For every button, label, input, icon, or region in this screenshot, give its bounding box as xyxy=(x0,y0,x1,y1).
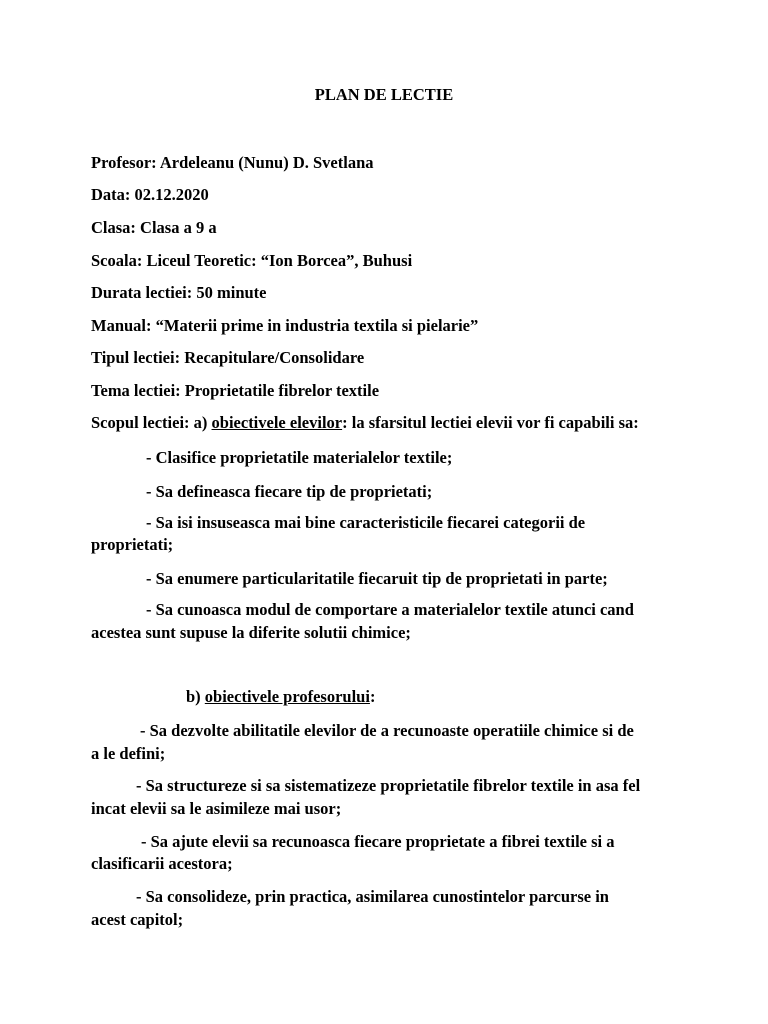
objective-b-item-cont: clasificarii acestora; xyxy=(91,854,233,873)
field-label: Data: xyxy=(91,185,131,204)
scope-b-line xyxy=(186,686,375,708)
field-label: Clasa: xyxy=(91,218,136,237)
field-label: Scoala: xyxy=(91,251,143,270)
field-value: Ardeleanu (Nunu) D. Svetlana xyxy=(159,153,374,172)
field-durata xyxy=(91,282,267,304)
objective-a-item-cont: acestea sunt supuse la diferite solutii chimice; xyxy=(91,623,411,642)
objective-a-item: - Clasifice proprietatile materialelor textile; xyxy=(146,448,453,467)
field-label: Profesor: xyxy=(91,153,157,172)
field-label: Durata lectiei: xyxy=(91,283,193,302)
objective-b-item: - Sa structureze si sa sistematizeze proprietatile fibrelor textile in asa fel xyxy=(136,776,641,795)
document-title: PLAN DE LECTIE xyxy=(314,85,454,104)
field-value: Clasa a 9 a xyxy=(140,218,217,237)
scope-a-suffix: : la sfarsitul lectiei elevii vor fi capabili sa: xyxy=(342,413,639,432)
objective-a-item: - Sa cunoasca modul de comportare a materialelor textile atunci cand xyxy=(146,600,634,619)
objective-a-item: - Sa isi insuseasca mai bine caracteristicile fiecarei categorii de xyxy=(146,513,586,532)
objective-b-item-cont: incat elevii sa le asimileze mai usor; xyxy=(91,799,342,818)
field-value: “Materii prime in industria textila si pielarie” xyxy=(155,316,479,335)
objective-b-item-cont: acest capitol; xyxy=(91,910,184,929)
field-value: 02.12.2020 xyxy=(134,185,209,204)
objective-a-item: - Sa defineasca fiecare tip de proprietati; xyxy=(146,482,433,501)
objective-b-item-cont: a le defini; xyxy=(91,744,166,763)
scope-a-prefix: a) xyxy=(193,413,208,432)
field-value: Liceul Teoretic: “Ion Borcea”, Buhusi xyxy=(146,251,413,270)
field-profesor xyxy=(91,152,374,174)
field-value: Proprietatile fibrelor textile xyxy=(184,381,380,400)
field-data xyxy=(91,184,209,206)
objective-a-item-cont: proprietati; xyxy=(91,535,174,554)
objective-b-item: - Sa consolideze, prin practica, asimilarea cunostintelor parcurse in xyxy=(136,887,609,906)
objective-a-item: - Sa enumere particularitatile fiecaruit tip de proprietati in parte; xyxy=(146,569,608,588)
field-tipul xyxy=(91,347,364,369)
field-manual xyxy=(91,315,478,337)
scope-label: Scopul lectiei: xyxy=(91,413,190,432)
objective-b-item: - Sa ajute elevii sa recunoasca fiecare proprietate a fibrei textile si a xyxy=(141,832,615,851)
field-scoala xyxy=(91,250,412,272)
field-label: Tema lectiei: xyxy=(91,381,181,400)
objective-b-item: - Sa dezvolte abilitatile elevilor de a recunoaste operatiile chimice si de xyxy=(140,721,634,740)
scope-line xyxy=(91,412,639,434)
scope-b-suffix: : xyxy=(369,687,376,706)
field-label: Tipul lectiei: xyxy=(91,348,181,367)
field-tema xyxy=(91,380,379,402)
field-clasa xyxy=(91,217,217,239)
scope-b-heading: obiectivele profesorului xyxy=(204,687,370,706)
field-value: Recapitulare/Consolidare xyxy=(184,348,365,367)
field-label: Manual: xyxy=(91,316,152,335)
field-value: 50 minute xyxy=(196,283,267,302)
scope-a-heading: obiectivele elevilor xyxy=(211,413,343,432)
scope-b-prefix: b) xyxy=(186,687,201,706)
